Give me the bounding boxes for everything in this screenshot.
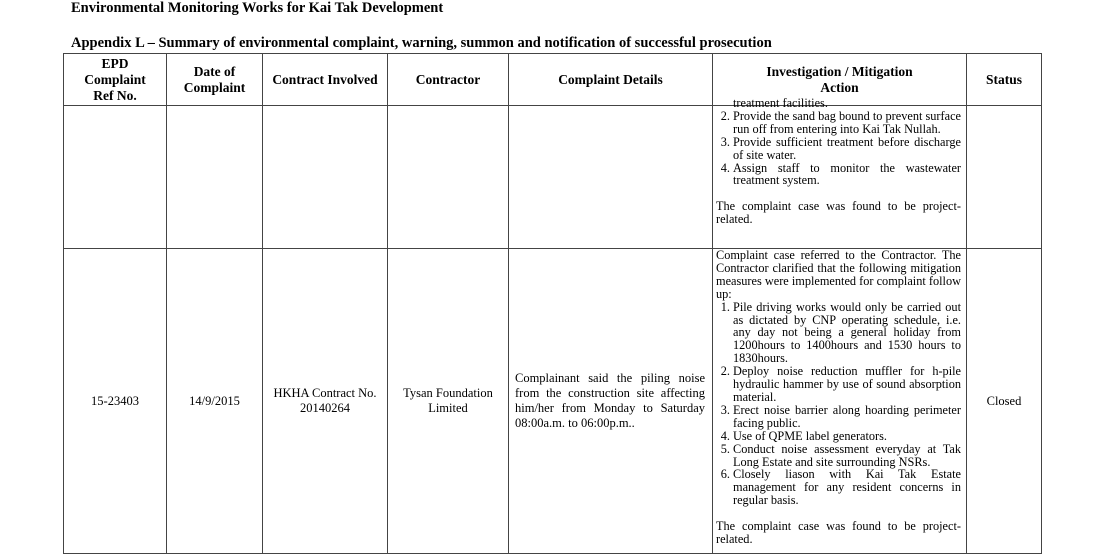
list-item: 3. Erect noise barrier along hoarding perimeter facing public. xyxy=(733,404,961,430)
list-item: 5. Conduct noise assessment everyday at Tak Long Estate and site surrounding NSRs. xyxy=(733,443,961,469)
table-row-continued xyxy=(64,106,1042,249)
header-date: Date of Complaint xyxy=(167,54,263,106)
list-item: 1. Pile driving works would only be carried out as dictated by CNP operating schedule, i.e. any day not being a general holiday from 1200hours to 1400hours and 1530 hours to 1830hours. xyxy=(733,301,961,366)
cell-empty xyxy=(263,106,388,249)
list-item: 3. Provide sufficient treatment before discharge of site water. xyxy=(733,136,961,162)
cell-contract: HKHA Contract No. 20140264 xyxy=(263,249,388,554)
list-item: 2. Provide the sand bag bound to prevent surface run off from entering into Kai Tak Nullah. xyxy=(733,110,961,136)
cell-empty xyxy=(167,106,263,249)
investigation-intro: Complaint case referred to the Contractor. The Contractor clarified that the following mitigation measures were implemented for complaint follow up: xyxy=(716,248,961,301)
header-status: Status xyxy=(967,54,1042,106)
cell-complaint-details: Complainant said the piling noise from the construction site affecting him/her from Monday to Saturday 08:00a.m. to 06:00p.m.. xyxy=(509,249,713,554)
cell-status: Closed xyxy=(967,249,1042,554)
mitigation-measures-list xyxy=(716,301,961,508)
header-contract: Contract Involved xyxy=(263,54,388,106)
header-epd-ref: EPD Complaint Ref No. xyxy=(64,54,167,106)
investigation-conclusion: The complaint case was found to be project-related. xyxy=(716,199,961,227)
list-item: 4. Use of QPME label generators. xyxy=(733,430,961,443)
cell-empty xyxy=(388,106,509,249)
complaint-table xyxy=(63,53,1042,554)
cell-investigation-continued xyxy=(713,96,967,249)
continued-measures-list xyxy=(716,110,961,187)
cell-empty xyxy=(967,106,1042,249)
list-item: 4. Assign staff to monitor the wastewater treatment system. xyxy=(733,162,961,188)
cell-contractor: Tysan Foundation Limited xyxy=(388,249,509,554)
header-investigation: Investigation / Mitigation Action xyxy=(713,54,967,106)
investigation-conclusion: The complaint case was found to be project-related. xyxy=(716,519,961,547)
document-title: Environmental Monitoring Works for Kai Tak Development xyxy=(71,0,444,16)
cell-empty xyxy=(509,106,713,249)
table-row xyxy=(64,249,1042,554)
cell-date: 14/9/2015 xyxy=(167,249,263,554)
list-item: 2. Deploy noise reduction muffler for h-pile hydraulic hammer by use of sound absorption material. xyxy=(733,365,961,404)
header-contractor: Contractor xyxy=(388,54,509,106)
investigation-continued-text: treatment facilities. xyxy=(733,96,828,110)
appendix-title: Appendix L – Summary of environmental complaint, warning, summon and notification of successful prosecution xyxy=(71,35,772,51)
list-item: 6. Closely liason with Kai Tak Estate management for any resident concerns in regular basis. xyxy=(733,468,961,507)
cell-empty xyxy=(64,106,167,249)
cell-epd-ref: 15-23403 xyxy=(64,249,167,554)
header-details: Complaint Details xyxy=(509,54,713,106)
cell-investigation xyxy=(713,249,967,554)
